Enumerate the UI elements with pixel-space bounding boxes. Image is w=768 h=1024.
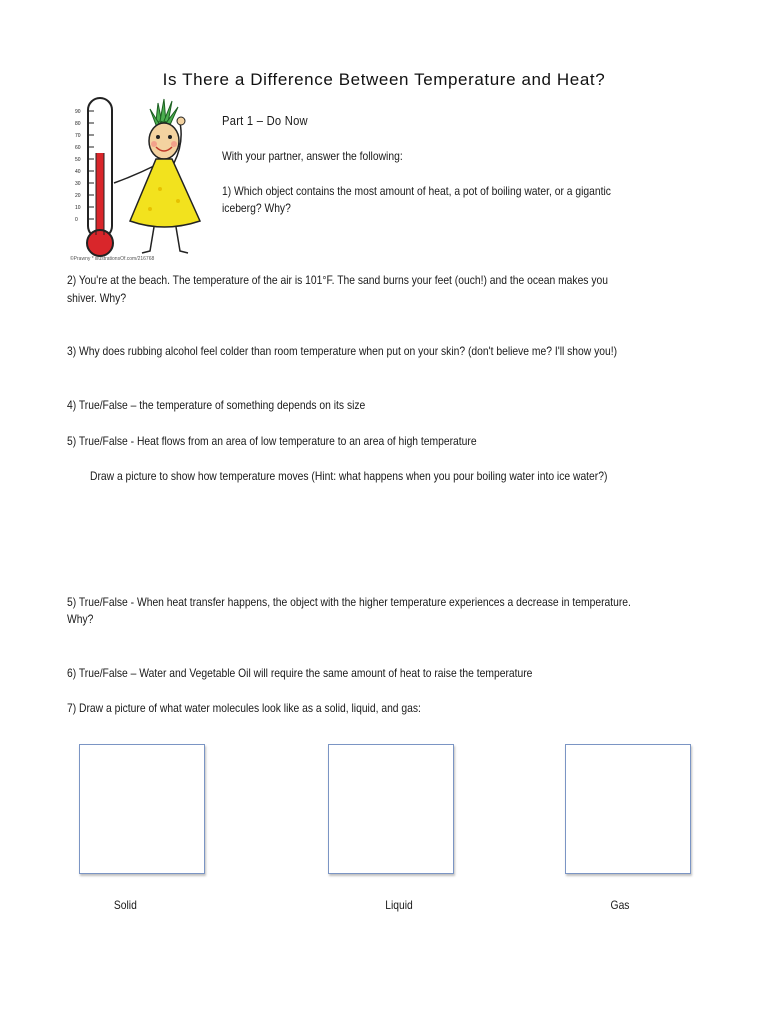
image-credit: ©Prawny * illustrationsOf.com/216768	[70, 256, 155, 262]
question-1-line2: iceberg? Why?	[222, 201, 291, 215]
part1-heading: Part 1 – Do Now	[222, 113, 308, 128]
liquid-label: Liquid	[385, 898, 413, 912]
part1-intro: With your partner, answer the following:	[222, 149, 403, 163]
thermometer-tick-label: 70	[75, 133, 81, 139]
thermometer-tick-label: 20	[75, 193, 81, 199]
thermometer-tick-label: 40	[75, 169, 81, 175]
question-5: 5) True/False - Heat flows from an area of low temperature to an area of high temperature	[67, 434, 477, 448]
question-1-line1: 1) Which object contains the most amount of heat, a pot of boiling water, or a gigantic	[222, 184, 611, 198]
gas-drawing-box[interactable]	[565, 744, 691, 874]
question-5b-line2: Why?	[67, 612, 94, 626]
thermometer-tick-label: 30	[75, 181, 81, 187]
question-2-line2: shiver. Why?	[67, 291, 127, 305]
solid-label: Solid	[113, 898, 137, 912]
page-title: Is There a Difference Between Temperature and Heat?	[162, 70, 606, 89]
thermometer-tick-label: 90	[75, 109, 81, 115]
question-5b-line1: 5) True/False - When heat transfer happens, the object with the higher temperature experiences a decrease in temperature.	[67, 595, 631, 609]
draw-prompt: Draw a picture to show how temperature moves (Hint: what happens when you pour boiling water into ice water?)	[90, 469, 608, 483]
question-6: 6) True/False – Water and Vegetable Oil will require the same amount of heat to raise the temperature	[67, 666, 533, 680]
thermometer-tick-label: 50	[75, 157, 81, 163]
thermometer-tick-label: 0	[75, 217, 78, 223]
gas-label: Gas	[610, 898, 630, 912]
question-7: 7) Draw a picture of what water molecules look like as a solid, liquid, and gas:	[67, 701, 421, 715]
thermometer-tick-label: 60	[75, 145, 81, 151]
thermometer-tick-label: 10	[75, 205, 81, 211]
question-3: 3) Why does rubbing alcohol feel colder than room temperature when put on your skin? (don't believe me? I'll show you!)	[67, 344, 618, 358]
thermometer-girl-illustration	[60, 93, 216, 263]
solid-drawing-box[interactable]	[79, 744, 205, 874]
liquid-drawing-box[interactable]	[328, 744, 454, 874]
question-4: 4) True/False – the temperature of something depends on its size	[67, 398, 366, 412]
question-2-line1: 2) You're at the beach. The temperature of the air is 101°F. The sand burns your feet (ouch!) and the ocean makes you	[67, 273, 608, 287]
thermometer-tick-label: 80	[75, 121, 81, 127]
